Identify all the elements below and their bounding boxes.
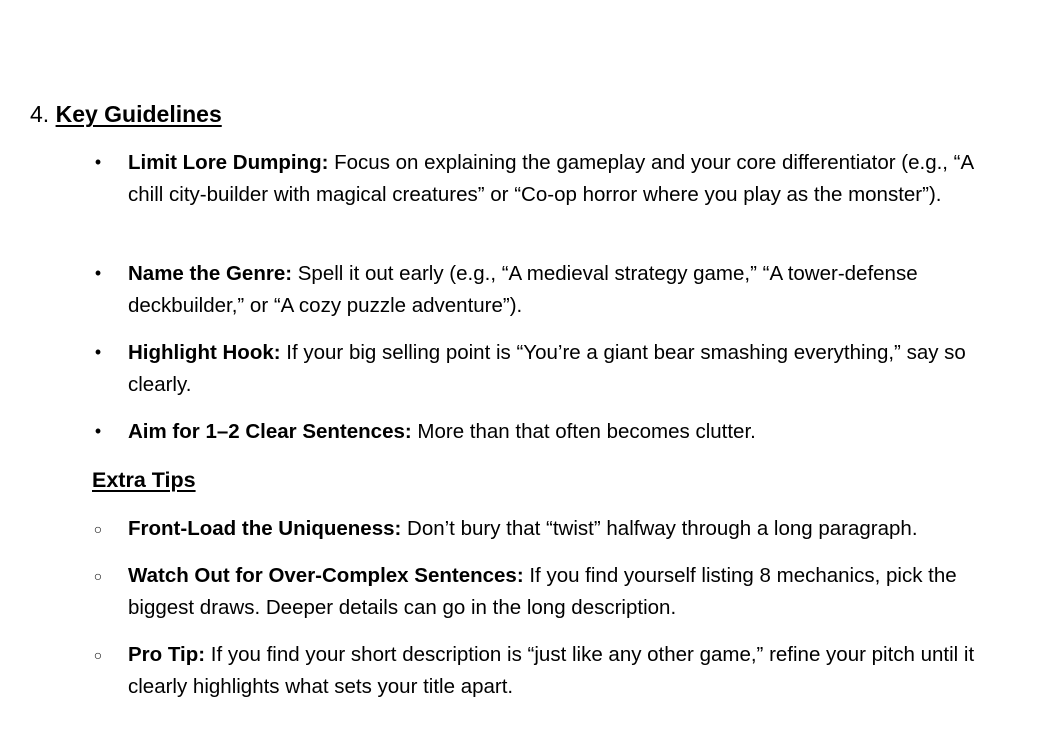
tip-label: Front-Load the Uniqueness: (128, 517, 402, 540)
tip-item (93, 560, 1008, 623)
extra-tips-heading: Extra Tips (92, 468, 196, 492)
guideline-item (94, 416, 1008, 448)
bullet-circle-icon: ○ (93, 568, 103, 584)
section-number: 4. (30, 101, 50, 127)
guideline-label: Highlight Hook: (128, 341, 281, 364)
guideline-label: Name the Genre: (128, 262, 293, 285)
bullet-dot-icon: • (94, 263, 102, 283)
bullet-circle-icon: ○ (93, 521, 103, 537)
bullet-dot-icon: • (94, 342, 102, 362)
guideline-item (94, 258, 1008, 321)
guideline-text: Focus on explaining the gameplay and your core differentiator (e.g., “A chill city-builder with magical creatures” or “Co-op horror where you play as the monster”). (128, 151, 974, 206)
tip-label: Pro Tip: (128, 643, 206, 666)
tip-item (93, 639, 1008, 702)
tip-text: If you find your short description is “just like any other game,” refine your pitch until it clearly highlights what sets your title apart. (128, 643, 975, 698)
section-title: Key Guidelines (55, 101, 222, 127)
tip-item (93, 513, 1008, 545)
bullet-dot-icon: • (94, 152, 102, 172)
guideline-text: More than that often becomes clutter. (411, 420, 756, 443)
guideline-item (94, 337, 1008, 400)
bullet-circle-icon: ○ (93, 647, 103, 663)
guideline-item (94, 147, 1008, 210)
guideline-text: Spell it out early (e.g., “A medieval strategy game,” “A tower-defense deckbuilder,” or “A cozy puzzle adventure”). (128, 262, 918, 317)
guideline-label: Aim for 1–2 Clear Sentences: (128, 420, 412, 443)
guideline-label: Limit Lore Dumping: (128, 151, 329, 174)
tip-text: If you find yourself listing 8 mechanics, pick the biggest draws. Deeper details can go in the long description. (128, 564, 957, 619)
guideline-text: If your big selling point is “You’re a giant bear smashing everything,” say so clearly. (128, 341, 966, 396)
tip-label: Watch Out for Over-Complex Sentences: (128, 564, 524, 587)
section-heading (30, 98, 222, 130)
bullet-dot-icon: • (94, 421, 102, 441)
tip-text: Don’t bury that “twist” halfway through a long paragraph. (401, 517, 918, 540)
